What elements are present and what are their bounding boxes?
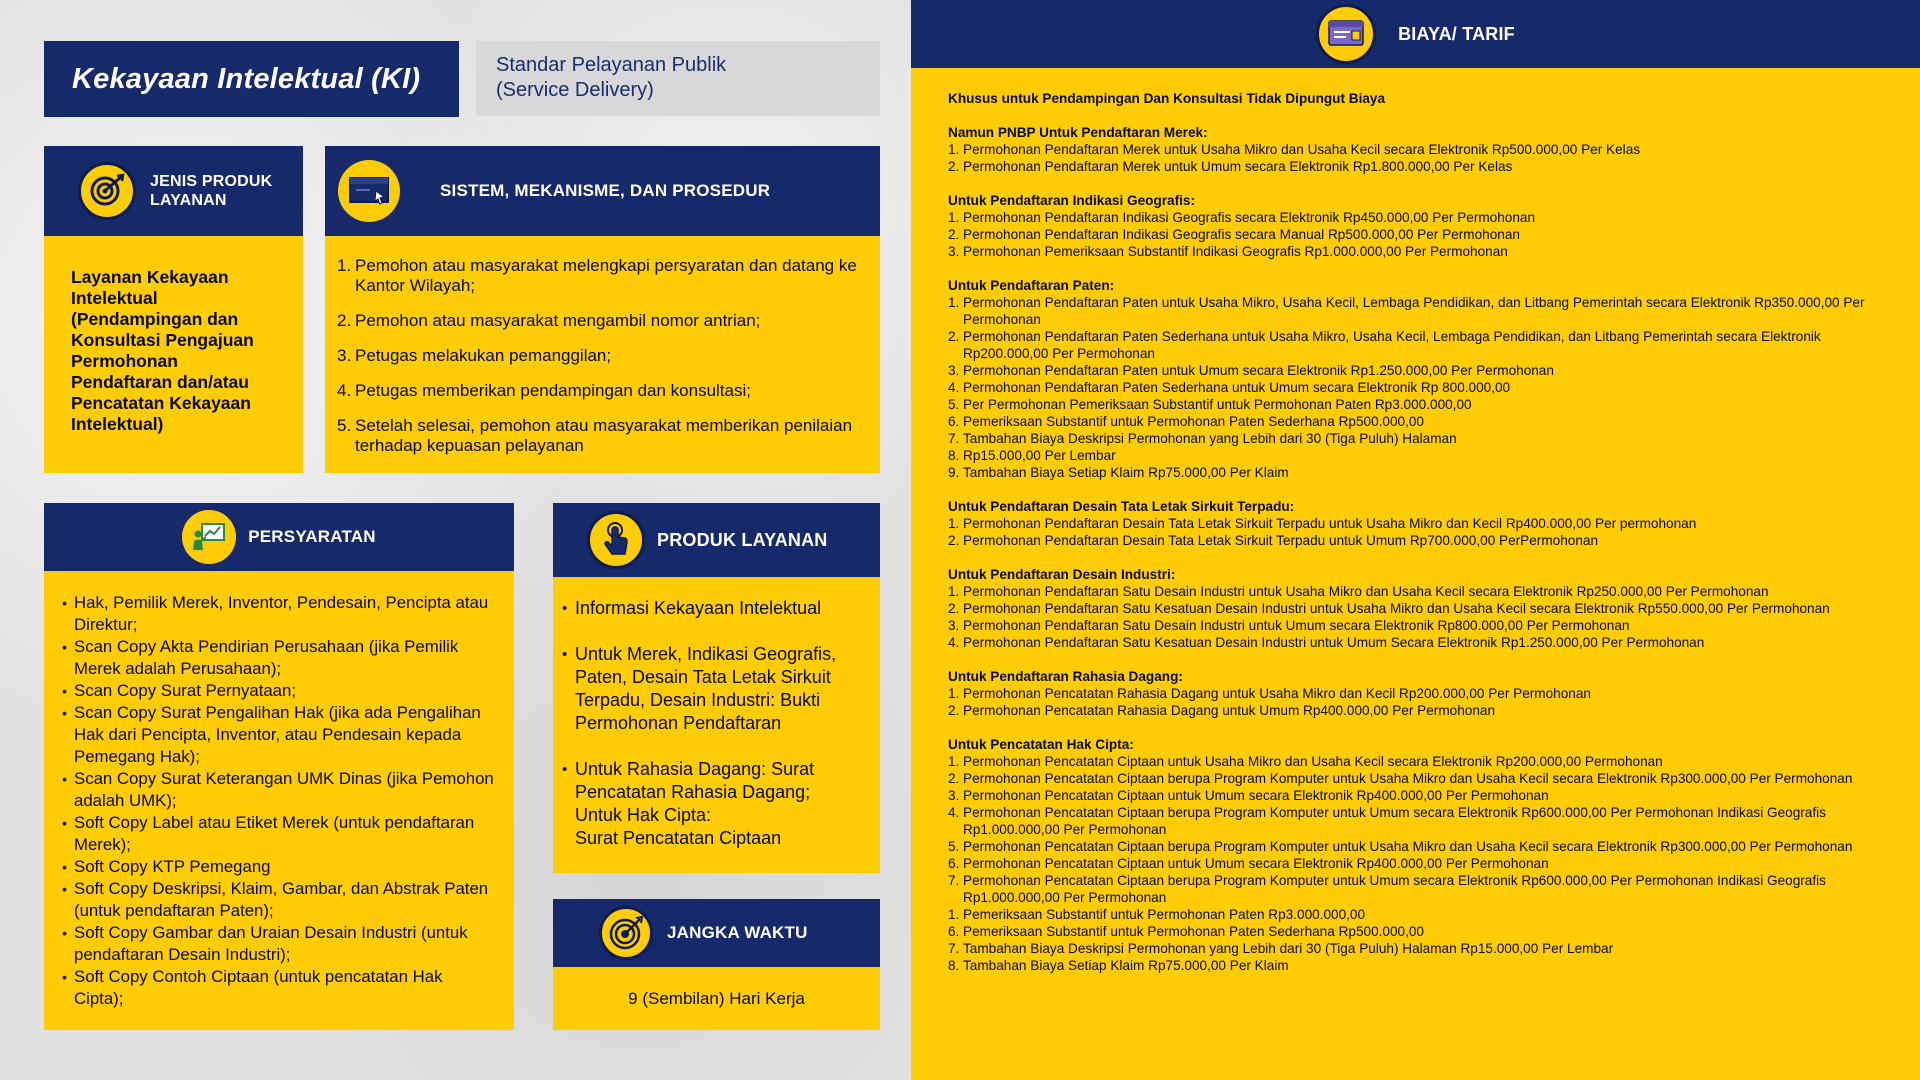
tarif-item xyxy=(948,600,1888,617)
tarif-item-number: 1. xyxy=(948,584,960,599)
sistem-heading: SISTEM, MEKANISME, DAN PROSEDUR xyxy=(440,181,771,200)
tarif-item xyxy=(948,209,1888,226)
tarif-item xyxy=(948,923,1888,940)
tarif-item-number: 9. xyxy=(948,465,960,480)
tarif-item xyxy=(948,702,1888,719)
persyaratan-heading: PERSYARATAN xyxy=(248,527,376,546)
persyaratan-item: • Soft Copy Contoh Ciptaan (untuk pencatatan Hak Cipta); xyxy=(62,966,496,1010)
tarif-item-text: Permohonan Pendaftaran Satu Kesatuan Desain Industri untuk Usaha Mikro dan Usaha Kecil secara Elektronik Rp550.000,00 Per Permohonan xyxy=(963,601,1830,616)
tarif-item xyxy=(948,685,1888,702)
sistem-step xyxy=(337,346,862,366)
produk-layanan-body xyxy=(553,577,880,873)
tarif-item-number: 1. xyxy=(948,516,960,531)
tarif-item-number: 7. xyxy=(948,431,960,446)
tarif-section-title: Untuk Pendaftaran Paten: xyxy=(948,278,1115,293)
tarif-item-text: Permohonan Pendaftaran Paten untuk Usaha Mikro, Usaha Kecil, Lembaga Pendidikan, dan Litbang Pemerintah secara Elektronik Rp350.000,00 Per Permohonan xyxy=(963,295,1865,327)
target-dart-icon xyxy=(599,906,653,960)
persyaratan-item: • Scan Copy Surat Pernyataan; xyxy=(62,680,496,702)
tarif-item-text: Permohonan Pendaftaran Paten Sederhana untuk Usaha Mikro, Usaha Kecil, Lembaga Pendidikan, dan Litbang Pemerintah secara Elektronik Rp200.000,00 Per Permohonan xyxy=(963,329,1821,361)
tarif-item-number: 4. xyxy=(948,635,960,650)
sistem-step-text: Pemohon atau masyarakat melengkapi persyaratan dan datang ke Kantor Wilayah; xyxy=(355,256,857,295)
tarif-item-number: 3. xyxy=(948,363,960,378)
tarif-item-number: 3. xyxy=(948,618,960,633)
title-box xyxy=(44,41,459,117)
subtitle-line-2: (Service Delivery) xyxy=(496,79,654,101)
browser-window-icon xyxy=(338,160,400,222)
produk-item xyxy=(562,597,866,620)
sistem-step-number: 4. xyxy=(337,381,352,400)
tarif-section-title: Namun PNBP Untuk Pendaftaran Merek: xyxy=(948,125,1208,140)
tarif-item-text: Permohonan Pencatatan Ciptaan berupa Program Komputer untuk Umum secara Elektronik Rp600.000,00 Per Permohonan Indikasi Geografis Rp1.000.000,00 Per Permohonan xyxy=(963,873,1826,905)
tarif-section-title: Untuk Pencatatan Hak Cipta: xyxy=(948,737,1134,752)
tarif-item-number: 2. xyxy=(948,227,960,242)
subtitle-box xyxy=(476,41,880,116)
tarif-item-text: Permohonan Pencatatan Ciptaan berupa Program Komputer untuk Usaha Mikro dan Usaha Kecil secara Elektronik Rp300.000,00 Per Permohonan xyxy=(963,839,1853,854)
produk-item-line: • Untuk Merek, Indikasi Geografis, Paten, Desain Tata Letak Sirkuit Terpadu, Desain Industri: Bukti Permohonan Pendaftaran xyxy=(575,644,837,733)
tarif-item xyxy=(948,617,1888,634)
jangka-waktu-body: 9 (Sembilan) Hari Kerja xyxy=(553,967,880,1030)
tarif-item xyxy=(948,294,1888,328)
sistem-step-number: 5. xyxy=(337,416,352,435)
tarif-item xyxy=(948,379,1888,396)
tarif-item-text: Permohonan Pendaftaran Paten Sederhana untuk Umum secara Elektronik Rp 800.000,00 xyxy=(963,380,1511,395)
tarif-item-number: 6. xyxy=(948,856,960,871)
produk-item-line: • Informasi Kekayaan Intelektual xyxy=(575,598,822,618)
tarif-item-number: 5. xyxy=(948,839,960,854)
tarif-item-text: Permohonan Pencatatan Rahasia Dagang untuk Usaha Mikro dan Kecil Rp200.000,00 Per Permohonan xyxy=(963,686,1591,701)
tarif-item-text: Permohonan Pendaftaran Paten untuk Umum secara Elektronik Rp1.250.000,00 Per Permohonan xyxy=(963,363,1554,378)
sistem-steps-list xyxy=(337,256,862,456)
tarif-item-text: Tambahan Biaya Deskripsi Permohonan yang Lebih dari 30 (Tiga Puluh) Halaman xyxy=(963,431,1457,446)
tarif-item-number: 3. xyxy=(948,788,960,803)
sistem-step xyxy=(337,311,862,331)
tarif-item-number: 2. xyxy=(948,329,960,344)
target-search-icon xyxy=(78,162,136,220)
sistem-header xyxy=(325,146,880,236)
jenis-produk-heading xyxy=(150,172,272,210)
tarif-item xyxy=(948,906,1888,923)
tarif-item-number: 1. xyxy=(948,142,960,157)
tarif-item xyxy=(948,243,1888,260)
tarif-item-text: Permohonan Pencatatan Ciptaan untuk Umum secara Elektronik Rp400.000,00 Per Permohonan xyxy=(963,856,1549,871)
tarif-item xyxy=(948,464,1888,481)
tarif-section xyxy=(948,566,1888,651)
tarif-item-text: Pemeriksaan Substantif untuk Permohonan Paten Rp3.000.000,00 xyxy=(963,907,1366,922)
tarif-section xyxy=(948,277,1888,481)
web-browser-icon xyxy=(1316,4,1376,64)
jangka-waktu-header xyxy=(553,899,880,967)
tarif-item-text: Permohonan Pencatatan Ciptaan berupa Program Komputer untuk Umum secara Elektronik Rp600.000,00 Per Permohonan Indikasi Geografis Rp1.000.000,00 Per Permohonan xyxy=(963,805,1826,837)
tarif-item-number: 8. xyxy=(948,958,960,973)
tarif-item-text: Permohonan Pendaftaran Satu Desain Industri untuk Usaha Mikro dan Usaha Kecil secara Elektronik Rp250.000,00 Per Permohonan xyxy=(963,584,1769,599)
tarif-item xyxy=(948,515,1888,532)
tarif-item-text: Pemeriksaan Substantif untuk Permohonan Paten Sederhana Rp500.000,00 xyxy=(963,924,1424,939)
sistem-step xyxy=(337,416,862,456)
tarif-item xyxy=(948,328,1888,362)
tarif-item xyxy=(948,940,1888,957)
produk-item-line: Surat Pencatatan Ciptaan xyxy=(575,828,782,848)
tarif-heading: BIAYA/ TARIF xyxy=(1398,23,1515,44)
tarif-item-number: 1. xyxy=(948,754,960,769)
tarif-item-number: 7. xyxy=(948,941,960,956)
tarif-item-number: 4. xyxy=(948,805,960,820)
jenis-produk-body: Layanan Kekayaan Intelektual (Pendampingan dan Konsultasi Pengajuan Permohonan Pendaftaran dan/atau Pencatatan Kekayaan Intelektual) xyxy=(44,236,303,473)
tarif-item-text: Rp15.000,00 Per Lembar xyxy=(963,448,1116,463)
tarif-item-text: Tambahan Biaya Setiap Klaim Rp75.000,00 Per Klaim xyxy=(963,958,1289,973)
tarif-item xyxy=(948,532,1888,549)
tarif-item-number: 5. xyxy=(948,397,960,412)
page-title: Kekayaan Intelektual (KI) xyxy=(72,62,421,95)
tarif-item-text: Permohonan Pencatatan Rahasia Dagang untuk Umum Rp400.000,00 Per Permohonan xyxy=(963,703,1496,718)
produk-item xyxy=(562,643,866,735)
tarif-item-number: 3. xyxy=(948,244,960,259)
persyaratan-body xyxy=(44,571,514,1030)
presentation-chart-icon xyxy=(182,510,236,564)
tarif-item-number: 6. xyxy=(948,414,960,429)
tarif-item xyxy=(948,430,1888,447)
tarif-section xyxy=(948,192,1888,260)
tarif-section-title: Untuk Pendaftaran Rahasia Dagang: xyxy=(948,669,1183,684)
tarif-item-text: Permohonan Pendaftaran Desain Tata Letak Sirkuit Terpadu untuk Umum Rp700.000,00 PerPermohonan xyxy=(963,533,1599,548)
produk-item xyxy=(562,758,866,850)
produk-item-line: • Untuk Rahasia Dagang: Surat Pencatatan Rahasia Dagang; xyxy=(575,759,815,802)
tarif-item xyxy=(948,226,1888,243)
produk-layanan-heading: PRODUK LAYANAN xyxy=(657,529,828,550)
tarif-item-text: Permohonan Pencatatan Ciptaan untuk Umum secara Elektronik Rp400.000,00 Per Permohonan xyxy=(963,788,1549,803)
tarif-section xyxy=(948,124,1888,175)
tarif-item xyxy=(948,838,1888,855)
tarif-section xyxy=(948,668,1888,719)
sistem-step-text: Setelah selesai, pemohon atau masyarakat memberikan penilaian terhadap kepuasan pelayanan xyxy=(355,416,853,455)
persyaratan-item: • Soft Copy Label atau Etiket Merek (untuk pendaftaran Merek); xyxy=(62,812,496,856)
persyaratan-item: • Scan Copy Surat Keterangan UMK Dinas (jika Pemohon adalah UMK); xyxy=(62,768,496,812)
tarif-item-text: Pemeriksaan Substantif untuk Permohonan Paten Sederhana Rp500.000,00 xyxy=(963,414,1424,429)
tarif-item-number: 2. xyxy=(948,601,960,616)
sistem-step-text: Pemohon atau masyarakat mengambil nomor antrian; xyxy=(355,311,761,330)
tarif-intro: Khusus untuk Pendampingan Dan Konsultasi Tidak Dipungut Biaya xyxy=(948,91,1386,106)
tarif-item xyxy=(948,447,1888,464)
tarif-body xyxy=(948,90,1888,991)
tarif-item-number: 2. xyxy=(948,703,960,718)
tarif-header xyxy=(911,0,1920,68)
tarif-item-text: Permohonan Pendaftaran Indikasi Geografis secara Manual Rp500.000,00 Per Permohonan xyxy=(963,227,1520,242)
tarif-item-text: Permohonan Pendaftaran Satu Kesatuan Desain Industri untuk Umum Secara Elektronik Rp1.250.000,00 Per Permohonan xyxy=(963,635,1705,650)
sistem-step-number: 3. xyxy=(337,346,352,365)
hand-pointer-icon xyxy=(587,511,645,569)
jenis-heading-line-2: LAYANAN xyxy=(150,192,227,209)
produk-item-line: Untuk Hak Cipta: xyxy=(575,805,712,825)
tarif-item-number: 1. xyxy=(948,686,960,701)
sistem-step-text: Petugas melakukan pemanggilan; xyxy=(355,346,612,365)
persyaratan-item: • Hak, Pemilik Merek, Inventor, Pendesain, Pencipta atau Direktur; xyxy=(62,592,496,636)
tarif-item xyxy=(948,957,1888,974)
tarif-item-number: 1. xyxy=(948,295,960,310)
tarif-item xyxy=(948,141,1888,158)
tarif-item-number: 2. xyxy=(948,771,960,786)
sistem-step xyxy=(337,381,862,401)
tarif-item-text: Tambahan Biaya Deskripsi Permohonan yang Lebih dari 30 (Tiga Puluh) Halaman Rp15.000,00 Per Lembar xyxy=(963,941,1614,956)
tarif-item xyxy=(948,634,1888,651)
persyaratan-item: • Scan Copy Akta Pendirian Perusahaan (jika Pemilik Merek adalah Perusahaan); xyxy=(62,636,496,680)
subtitle-line-1: Standar Pelayanan Publik xyxy=(496,54,727,76)
produk-layanan-list xyxy=(562,597,866,850)
sistem-step-number: 2. xyxy=(337,311,352,330)
jangka-waktu-heading: JANGKA WAKTU xyxy=(667,923,808,942)
produk-layanan-header xyxy=(553,503,880,577)
tarif-item-text: Permohonan Pendaftaran Indikasi Geografis secara Elektronik Rp450.000,00 Per Permohonan xyxy=(963,210,1536,225)
tarif-item-text: Permohonan Pendaftaran Merek untuk Umum secara Elektronik Rp1.800.000,00 Per Kelas xyxy=(963,159,1513,174)
tarif-item-number: 4. xyxy=(948,380,960,395)
sistem-body xyxy=(325,236,880,473)
tarif-item-number: 2. xyxy=(948,159,960,174)
tarif-item xyxy=(948,787,1888,804)
persyaratan-item: • Soft Copy Deskripsi, Klaim, Gambar, dan Abstrak Paten (untuk pendaftaran Paten); xyxy=(62,878,496,922)
sistem-step xyxy=(337,256,862,296)
tarif-item xyxy=(948,804,1888,838)
tarif-item-text: Permohonan Pencatatan Ciptaan berupa Program Komputer untuk Usaha Mikro dan Usaha Kecil secara Elektronik Rp300.000,00 Per Permohonan xyxy=(963,771,1853,786)
tarif-item-number: 8. xyxy=(948,448,960,463)
tarif-item-text: Permohonan Pendaftaran Merek untuk Usaha Mikro dan Usaha Kecil secara Elektronik Rp500.000,00 Per Kelas xyxy=(963,142,1641,157)
tarif-item xyxy=(948,362,1888,379)
tarif-item-text: Tambahan Biaya Setiap Klaim Rp75.000,00 Per Klaim xyxy=(963,465,1289,480)
tarif-item-text: Per Permohonan Pemeriksaan Substantif untuk Permohonan Paten Rp3.000.000,00 xyxy=(963,397,1472,412)
tarif-item-number: 7. xyxy=(948,873,960,888)
tarif-item-number: 1. xyxy=(948,907,960,922)
tarif-item-text: Permohonan Pemeriksaan Substantif Indikasi Geografis Rp1.000.000,00 Per Permohonan xyxy=(963,244,1508,259)
tarif-item-number: 6. xyxy=(948,924,960,939)
tarif-item-text: Permohonan Pendaftaran Desain Tata Letak Sirkuit Terpadu untuk Usaha Mikro dan Kecil Rp400.000,00 Per permohonan xyxy=(963,516,1697,531)
tarif-section xyxy=(948,498,1888,549)
tarif-item xyxy=(948,413,1888,430)
jenis-heading-line-1: JENIS PRODUK xyxy=(150,173,273,190)
tarif-item-number: 2. xyxy=(948,533,960,548)
tarif-section-title: Untuk Pendaftaran Desain Industri: xyxy=(948,567,1176,582)
tarif-item xyxy=(948,872,1888,906)
tarif-item xyxy=(948,753,1888,770)
tarif-item xyxy=(948,855,1888,872)
persyaratan-item: • Soft Copy KTP Pemegang xyxy=(62,856,496,878)
persyaratan-header xyxy=(44,503,514,571)
tarif-item xyxy=(948,770,1888,787)
tarif-item-number: 1. xyxy=(948,210,960,225)
persyaratan-list xyxy=(62,592,496,1010)
sistem-step-text: Petugas memberikan pendampingan dan konsultasi; xyxy=(355,381,751,400)
tarif-item xyxy=(948,396,1888,413)
persyaratan-item: • Scan Copy Surat Pengalihan Hak (jika ada Pengalihan Hak dari Pencipta, Inventor, atau Pendesain kepada Pemegang Hak); xyxy=(62,702,496,768)
tarif-item-text: Permohonan Pencatatan Ciptaan untuk Usaha Mikro dan Usaha Kecil secara Elektronik Rp200.000,00 Permohonan xyxy=(963,754,1663,769)
jenis-produk-header xyxy=(44,146,303,236)
persyaratan-item: • Soft Copy Gambar dan Uraian Desain Industri (untuk pendaftaran Desain Industri); xyxy=(62,922,496,966)
tarif-sections xyxy=(948,124,1888,974)
tarif-item-text: Permohonan Pendaftaran Satu Desain Industri untuk Umum secara Elektronik Rp800.000,00 Per Permohonan xyxy=(963,618,1630,633)
tarif-section-title: Untuk Pendaftaran Desain Tata Letak Sirkuit Terpadu: xyxy=(948,499,1295,514)
sistem-step-number: 1. xyxy=(337,256,352,275)
tarif-section xyxy=(948,736,1888,974)
tarif-item xyxy=(948,158,1888,175)
tarif-item xyxy=(948,583,1888,600)
tarif-section-title: Untuk Pendaftaran Indikasi Geografis: xyxy=(948,193,1196,208)
